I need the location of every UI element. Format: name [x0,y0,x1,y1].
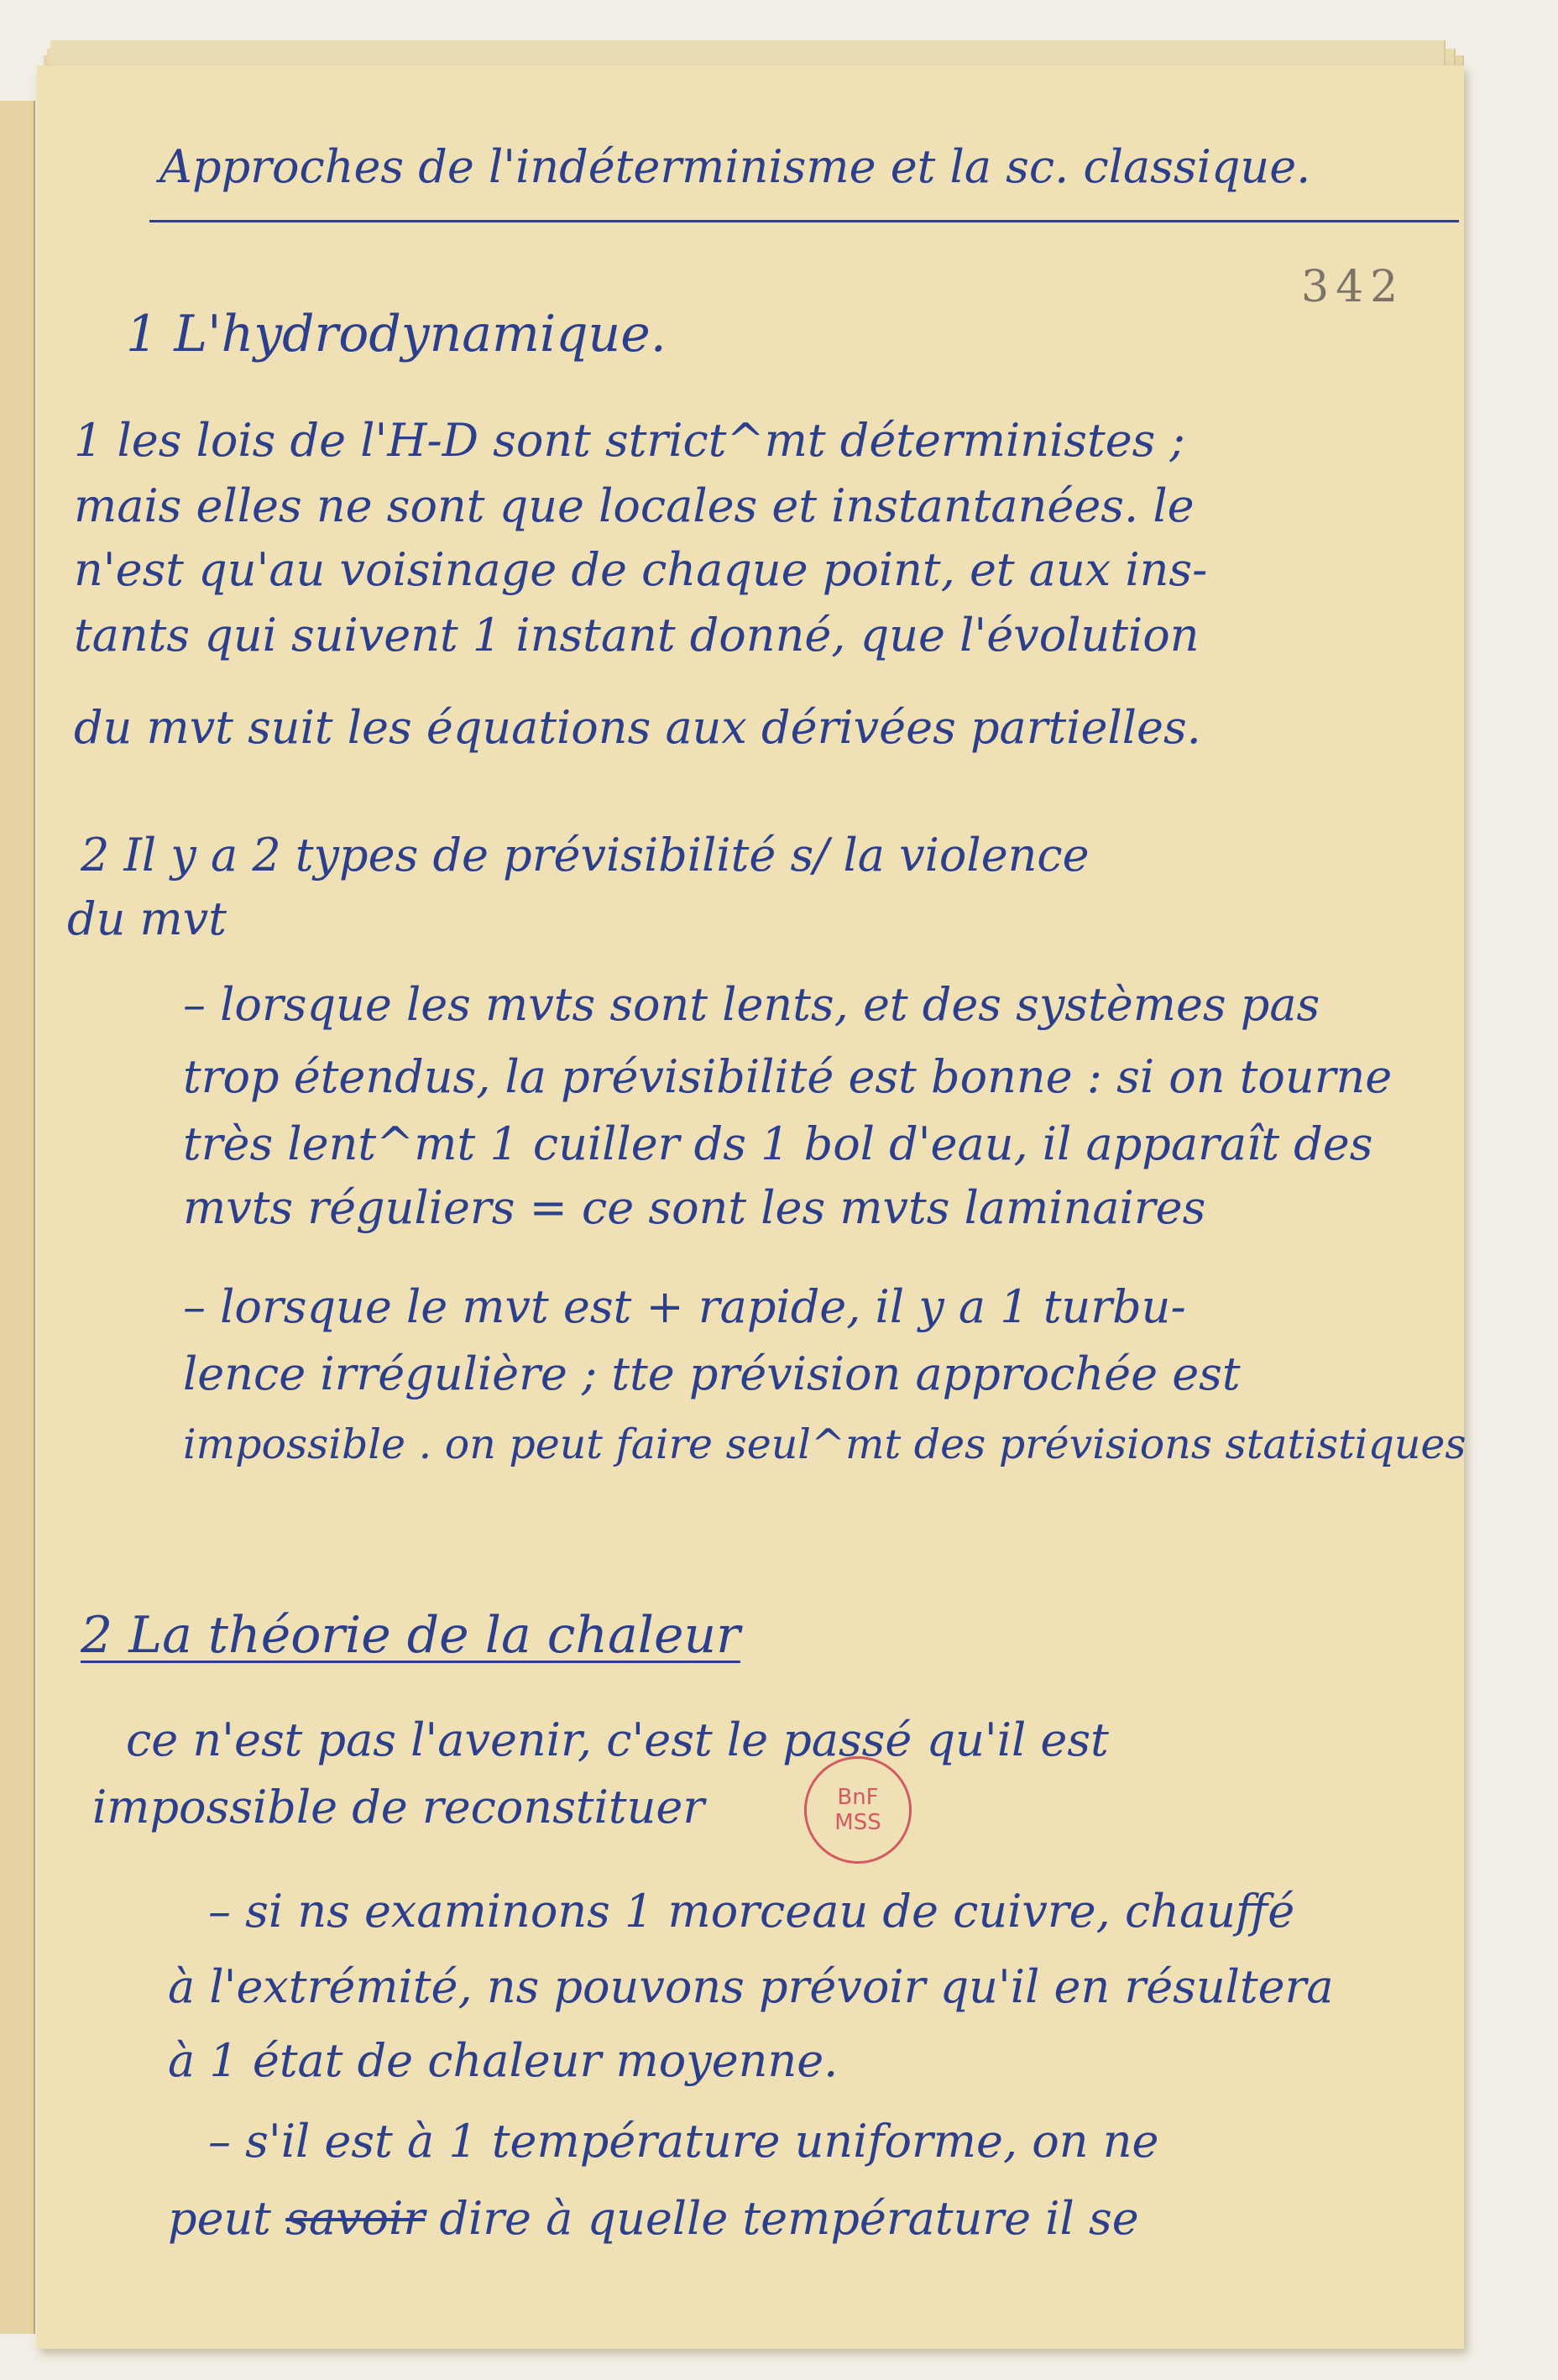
s1-item1-line: du mvt suit les équations aux dérivées partielles. [74,701,1201,754]
s2-bullet1-line: à l'extrémité, ns pouvons prévoir qu'il en résultera [168,1960,1334,2013]
facing-page-edge [0,101,35,2334]
s1-item1-line: tants qui suivent 1 instant donné, que l'évolution [74,609,1200,662]
s2-bullet1-line: – si ns examinons 1 morceau de cuivre, chauffé [208,1885,1295,1938]
s2-intro-line: impossible de reconstituer [92,1781,705,1833]
s2-bullet1-line: à 1 état de chaleur moyenne. [168,2034,839,2087]
s2-bullet2-line [168,2192,1139,2245]
s1-bullet1-line: – lorsque les mvts sont lents, et des systèmes pas [183,978,1320,1031]
s2-bullet2-word: peut [168,2192,272,2245]
s1-bullet1-line: mvts réguliers = ce sont les mvts laminaires [183,1181,1206,1234]
folio-number: 342 [1301,262,1405,312]
bnf-mss-stamp [804,1756,912,1864]
section2-heading: 2 La théorie de la chaleur [81,1606,740,1665]
s2-intro-line: ce n'est pas l'avenir, c'est le passé qu'il est [126,1713,1109,1766]
s1-bullet2-line: lence irrégulière ; tte prévision approchée est [183,1347,1241,1400]
s2-bullet2-line: – s'il est à 1 température uniforme, on ne [208,2115,1159,2168]
s1-item1-line: mais elles ne sont que locales et instantanées. le [74,479,1195,532]
s1-item2-line: du mvt [67,892,227,945]
s2-bullet2-word: dire à quelle température il se [439,2192,1139,2245]
stamp-line: MSS [834,1810,881,1835]
s1-bullet2-line: – lorsque le mvt est + rapide, il y a 1 turbu- [183,1280,1186,1333]
s1-bullet2-line: impossible . on peut faire seul^mt des prévisions statistiques [183,1420,1467,1468]
page-title: Approches de l'indéterminisme et la sc. classique. [159,140,1311,193]
section1-heading: 1 L'hydrodynamique. [126,305,667,364]
s1-bullet1-line: trop étendus, la prévisibilité est bonne : si on tourne [183,1050,1393,1103]
stamp-line: BnF [837,1785,879,1810]
title-underline [149,220,1459,222]
s1-item2-line: 2 Il y a 2 types de prévisibilité s/ la violence [81,829,1090,881]
s1-bullet1-line: très lent^mt 1 cuiller ds 1 bol d'eau, il apparaît des [183,1117,1373,1170]
s1-item1-line: n'est qu'au voisinage de chaque point, et aux ins- [74,543,1208,596]
struck-word: savoir [285,2192,426,2245]
s1-item1-line: 1 les lois de l'H-D sont strict^mt déterministes ; [74,414,1185,467]
